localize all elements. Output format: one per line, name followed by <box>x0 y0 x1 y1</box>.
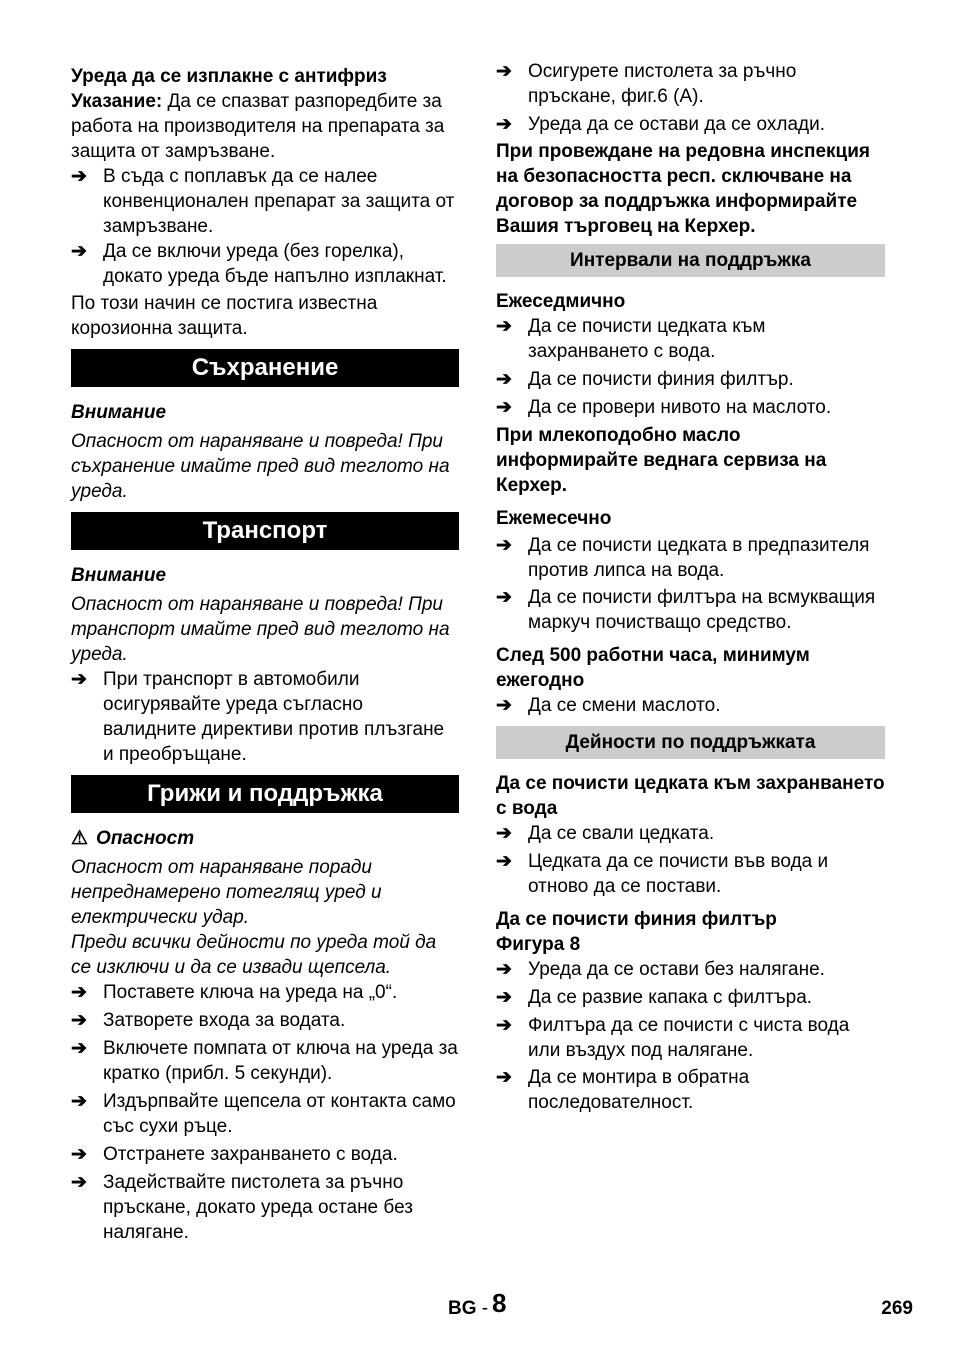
left-column <box>71 64 459 1245</box>
warning-triangle-icon: ⚠ <box>71 828 89 849</box>
arrow-right-icon: ➔ <box>496 1067 512 1088</box>
fine-filter-title: Да се почисти финия филтър <box>496 909 777 930</box>
flush-title: Уреда да се изплакне с антифриз <box>71 66 387 87</box>
danger-text-2: Преди всички дейности по уреда той да се изключи и да се извади щепсела. <box>71 932 437 978</box>
arrow-right-icon: ➔ <box>496 823 512 844</box>
right-column <box>496 61 885 1115</box>
arrow-right-icon: ➔ <box>496 397 512 418</box>
list-item: ➔ Задействайте пистолета за ръчно пръскане, докато уреда остане без налягане. <box>71 1172 413 1243</box>
list-item: ➔ Да се свали цедката. <box>496 823 715 844</box>
list-item: ➔ Издърпвайте щепсела от контакта само със сухи ръце. <box>71 1091 456 1137</box>
intervals-heading: Интервали на поддръжка <box>496 244 885 277</box>
list-item: ➔ Да се провери нивото на маслото. <box>496 397 832 418</box>
arrow-right-icon: ➔ <box>71 1172 87 1193</box>
arrow-right-icon: ➔ <box>496 1015 512 1036</box>
note-label: Указание: <box>71 91 163 112</box>
list-item: ➔ Уреда да се остави без налягане. <box>496 959 825 980</box>
list-item: ➔ Включете помпата от ключа на уреда за кратко (прибл. 5 секунди). <box>71 1038 458 1084</box>
transport-heading: Транспорт <box>71 512 459 550</box>
storage-caution-label: Внимание <box>71 402 167 423</box>
arrow-right-icon: ➔ <box>71 982 87 1003</box>
danger-text: Опасност от нараняване поради непреднамерено потеглящ уред и електрически удар. <box>71 857 382 928</box>
arrow-right-icon: ➔ <box>71 1010 87 1031</box>
list-item: ➔ Затворете входа за водата. <box>71 1010 346 1031</box>
care-steps <box>71 980 459 1245</box>
transport-caution-text: Опасност от нараняване и повреда! При транспорт имайте пред вид теглото на уреда. <box>71 594 450 665</box>
storage-caution-text: Опасност от нараняване и повреда! При съхранение имайте пред вид теглото на уреда. <box>71 431 450 502</box>
after500-label: След 500 работни часа, минимум ежегодно <box>496 645 810 691</box>
list-item: ➔ Отстранете захранването с вода. <box>71 1144 398 1165</box>
flush-note <box>71 89 459 164</box>
storage-heading: Съхранение <box>71 349 459 387</box>
inspection-note: При провеждане на редовна инспекция на безопасността респ. сключване на договор за поддръжка информирайте Вашия търговец на Керхер. <box>496 141 870 237</box>
list-item: ➔ Поставете ключа на уреда на „0“. <box>71 982 398 1003</box>
list-item: ➔ Осигурете пистолета за ръчно пръскане, фиг.6 (А). <box>496 61 797 107</box>
arrow-right-icon: ➔ <box>496 535 512 556</box>
list-item: ➔ Филтъра да се почисти с чиста вода или въздух под налягане. <box>496 1015 850 1061</box>
arrow-right-icon: ➔ <box>496 316 512 337</box>
list-item: ➔ Да се почисти цедката към захранването с вода. <box>496 316 766 362</box>
arrow-right-icon: ➔ <box>496 959 512 980</box>
arrow-right-icon: ➔ <box>71 669 87 690</box>
arrow-right-icon: ➔ <box>496 369 512 390</box>
footer-language: BG - <box>448 1298 489 1319</box>
page-number: 269 <box>881 1298 913 1319</box>
care-heading: Грижи и поддръжка <box>71 775 459 813</box>
danger-label-row <box>71 826 459 851</box>
arrow-right-icon: ➔ <box>71 241 87 262</box>
arrow-right-icon: ➔ <box>496 114 512 135</box>
arrow-right-icon: ➔ <box>71 166 87 187</box>
list-item: ➔ Да се смени маслото. <box>496 695 721 716</box>
list-item: ➔ Да се развие капака с филтъра. <box>496 987 813 1008</box>
arrow-right-icon: ➔ <box>496 695 512 716</box>
footer-section-page: 8 <box>492 1288 507 1318</box>
milky-oil-note: При млекоподобно масло информирайте веднага сервиза на Керхер. <box>496 425 827 496</box>
list-item: ➔ Цедката да се почисти във вода и отново да се постави. <box>496 851 829 897</box>
flush-result: По този начин се постига известна корозионна защита. <box>71 293 378 339</box>
arrow-right-icon: ➔ <box>496 987 512 1008</box>
monthly-label: Ежемесечно <box>496 508 612 529</box>
arrow-right-icon: ➔ <box>496 61 512 82</box>
flush-steps <box>71 164 459 289</box>
arrow-right-icon: ➔ <box>71 1144 87 1165</box>
arrow-right-icon: ➔ <box>71 1038 87 1059</box>
arrow-right-icon: ➔ <box>496 587 512 608</box>
list-item: ➔ При транспорт в автомобили осигурявайте уреда съгласно валидните директиви против плъзгане и преобръщане. <box>71 669 445 765</box>
list-item: ➔ Да се включи уреда (без горелка), докато уреда бъде напълно изплакнат. <box>71 241 447 287</box>
fine-filter-figure: Фигура 8 <box>496 934 581 955</box>
activities-heading: Дейности по поддръжката <box>496 726 885 759</box>
note-text: Да се спазват разпоредбите за работа на производителя на препарата за защита от замръзване. <box>71 91 445 162</box>
list-item: ➔ Уреда да се остави да се охлади. <box>496 114 826 135</box>
strainer-title: Да се почисти цедката към захранването с вода <box>496 773 885 819</box>
list-item: ➔ Да се почисти финия филтър. <box>496 369 794 390</box>
danger-label: Опасност <box>96 828 195 849</box>
list-item: ➔ В съда с поплавък да се налее конвенционален препарат за защита от замръзване. <box>71 166 455 237</box>
list-item: ➔ Да се почисти филтъра на всмукващия маркуч почистващо средство. <box>496 587 876 633</box>
list-item: ➔ Да се почисти цедката в предпазителя против липса на вода. <box>496 535 870 581</box>
arrow-right-icon: ➔ <box>496 851 512 872</box>
transport-caution-label: Внимание <box>71 565 167 586</box>
weekly-label: Ежеседмично <box>496 291 626 312</box>
arrow-right-icon: ➔ <box>71 1091 87 1112</box>
list-item: ➔ Да се монтира в обратна последователност. <box>496 1067 750 1113</box>
